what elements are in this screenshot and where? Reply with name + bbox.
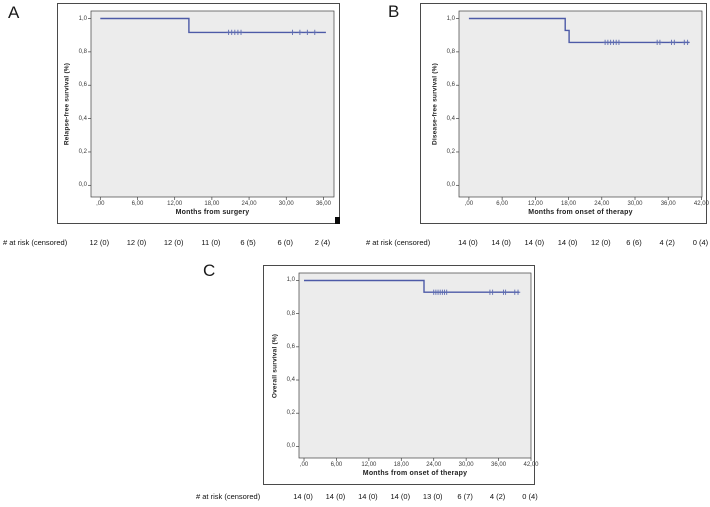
y-tick-label: 0,4 [78,115,87,122]
at-risk-value: 0 (4) [692,238,709,247]
x-tick-label: 36,00 [660,201,676,207]
y-tick-label: 0,0 [446,182,455,189]
at-risk-value: 4 (2) [489,492,506,501]
at-risk-value: 14 (0) [293,492,313,501]
y-tick-label: 0,6 [78,82,87,89]
y-tick-label: 1,0 [446,15,455,22]
at-risk-value: 0 (4) [522,492,538,501]
plot-area [91,11,334,197]
km-plot-svg [421,4,706,223]
at-risk-label: # at risk (censored) [366,238,431,247]
panel-letter: A [8,3,20,22]
y-tick-label: 0,8 [78,48,87,55]
y-tick-label: 1,0 [286,277,295,284]
y-tick-label: 1,0 [78,15,87,22]
at-risk-value: 12 (0) [163,238,184,247]
at-risk-value: 11 (0) [201,238,221,247]
at-risk-value: 6 (0) [277,238,293,247]
x-axis-title: Months from surgery [175,209,250,216]
y-tick-label: 0,6 [286,343,295,350]
km-chart-disease-free [420,3,707,224]
at-risk-value: 6 (6) [626,238,642,247]
x-tick-label: 6,00 [496,201,508,207]
y-tick-label: 0,4 [286,377,295,384]
y-tick-label: 0,2 [78,148,87,155]
x-tick-label: 30,00 [278,201,294,207]
y-tick-label: 0,6 [446,82,455,89]
at-risk-label: # at risk (censored) [3,238,68,247]
y-tick-label: 0,0 [286,443,295,450]
x-tick-label: ,00 [299,462,309,468]
km-chart-overall [263,265,539,485]
x-tick-label: 18,00 [204,201,220,207]
x-tick-label: 42,00 [523,462,539,468]
plot-area [299,273,531,458]
x-tick-label: 12,00 [167,201,183,207]
x-tick-label: 18,00 [561,201,577,207]
km-chart-relapse-free [57,3,340,224]
at-risk-value: 12 (0) [89,238,110,247]
x-axis-title: Months from onset of therapy [528,209,633,216]
at-risk-value: 13 (0) [422,492,443,501]
y-tick-label: 0,2 [286,410,295,417]
x-tick-label: 6,00 [330,462,343,468]
at-risk-value: 12 (0) [590,238,611,247]
y-axis-title: Relapse-free survival (%) [63,62,71,146]
x-tick-label: 12,00 [361,462,377,468]
x-tick-label: 36,00 [315,201,331,207]
at-risk-value: 14 (0) [491,238,511,247]
km-plot-svg [264,266,534,484]
at-risk-value: 6 (5) [240,238,256,247]
at-risk-value: 6 (7) [457,492,473,501]
km-plot-svg [58,4,339,223]
y-tick-label: 0,4 [446,115,455,122]
x-tick-label: 24,00 [241,201,257,207]
x-tick-label: 42,00 [693,201,709,207]
y-tick-label: 0,2 [446,148,455,155]
x-tick-label: ,00 [96,201,105,207]
at-risk-value: 14 (0) [358,492,378,501]
x-axis-title: Months from onset of therapy [362,470,468,477]
y-tick-label: 0,8 [286,310,295,317]
panel-letter: B [388,2,400,21]
x-tick-label: 12,00 [527,201,543,207]
x-tick-label: 6,00 [131,201,144,207]
at-risk-value: 14 (0) [458,238,478,247]
x-tick-label: 24,00 [594,201,610,207]
x-tick-label: 18,00 [393,462,409,468]
y-axis-title: Disease-free survival (%) [431,63,439,145]
at-risk-label: # at risk (censored) [196,492,261,501]
y-axis-title: Overall survival (%) [271,333,279,398]
at-risk-value: 14 (0) [524,238,545,247]
at-risk-value: 2 (4) [314,238,331,247]
panel-a [0,0,350,258]
at-risk-value: 14 (0) [390,492,411,501]
panel-c [180,262,540,507]
x-tick-label: 36,00 [491,462,507,468]
panel-letter: C [203,261,216,280]
at-risk-value: 4 (2) [659,238,675,247]
x-tick-label: 30,00 [627,201,643,207]
panel-b [355,0,710,258]
at-risk-value: 12 (0) [126,238,147,247]
at-risk-value: 14 (0) [325,492,346,501]
x-tick-label: 24,00 [426,462,442,468]
plot-area [459,11,702,197]
x-tick-label: 30,00 [458,462,474,468]
at-risk-value: 14 (0) [557,238,578,247]
corner-artifact [335,217,340,224]
y-tick-label: 0,0 [78,182,87,189]
x-tick-label: ,00 [464,201,474,207]
y-tick-label: 0,8 [446,48,455,55]
